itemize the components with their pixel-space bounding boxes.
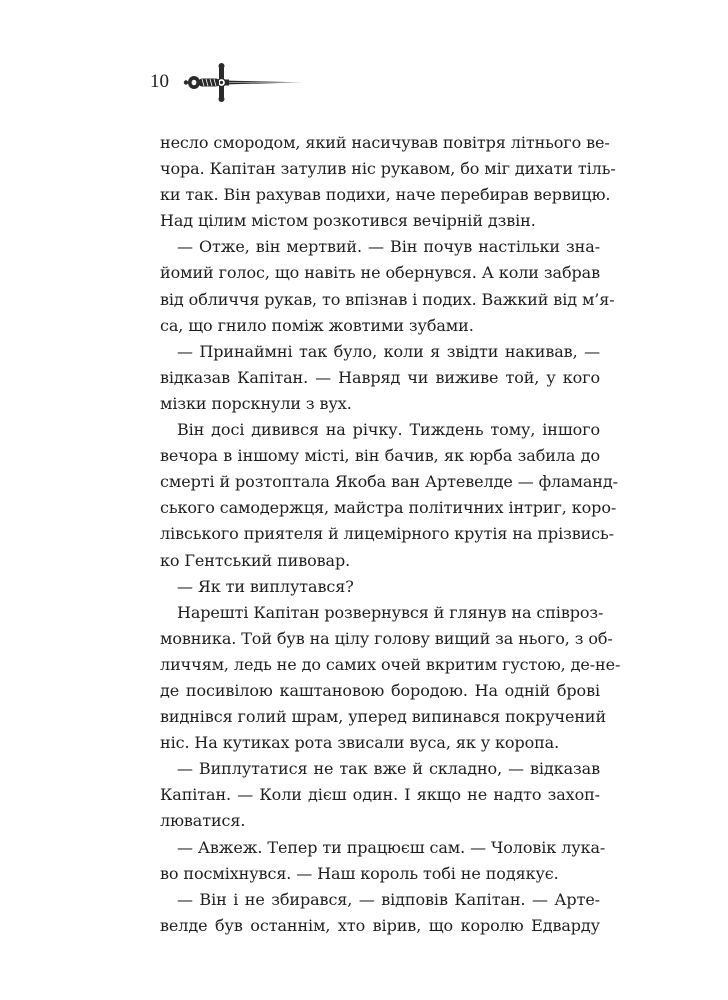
text-line: во посміхнувся. — Наш король тобі не подякує. [160, 863, 559, 883]
text-line: йомий голос, що навіть не обернувся. А коли забрав [160, 263, 600, 283]
text-line: відказав Капітан. — Навряд чи виживе той, у кого [160, 367, 600, 387]
text-line: — Виплутатися не так вже й складно, — відказав [177, 759, 600, 779]
text-line: вечора в іншому місті, він бачив, як юрба забила до [160, 446, 600, 466]
text-line: виднівся голий шрам, уперед випинався покручений [160, 707, 607, 727]
text-line: мовника. Той був на цілу голову вищий за нього, з об- [160, 628, 613, 648]
text-line: мізки порскнули з вух. [160, 393, 352, 413]
text-line: лівського приятеля й лицемірного крутія на прізвись- [160, 524, 614, 544]
text-line: від обличчя рукав, то впізнав і подих. Важкий від м’я- [160, 289, 615, 309]
text-line: — Як ти виплутався? [177, 576, 354, 596]
text-line: ки так. Він рахував подихи, наче перебирав вервицю. [160, 185, 611, 205]
body-text [160, 130, 621, 939]
text-line: — Авжеж. Тепер ти працюєш сам. — Чоловік лука- [177, 837, 606, 857]
text-line: личчям, ледь не до самих очей вкритим густою, де-не- [160, 654, 621, 674]
text-line: Він досі дивився на річку. Тиждень тому, іншого [177, 420, 600, 440]
text-line: велде був останнім, хто вірив, що королю Едварду [160, 915, 600, 935]
text-line: — Він і не збирався, — відповів Капітан. — Арте- [177, 889, 600, 909]
text-line: Над цілим містом розкотився вечірній дзвін. [160, 211, 536, 231]
text-line: — Отже, він мертвий. — Він почув настільки зна- [177, 237, 600, 257]
text-line: несло смородом, який насичував повітря літнього ве- [160, 133, 610, 152]
text-line: Капітан. — Коли дієш один. І якщо не надто захоп- [160, 785, 600, 805]
text-line: смерті й розтоптала Якоба ван Артевелде — фламанд- [160, 472, 618, 492]
text-line: — Принаймні так було, коли я звідти накивав, — [177, 341, 600, 361]
text-line: ського самодержця, майстра політичних інтриг, коро- [160, 498, 617, 518]
sword-icon [180, 62, 306, 104]
text-line: Нарешті Капітан розвернувся й глянув на співроз- [177, 602, 604, 622]
text-line: де посивілою каштановою бородою. На одній брові [160, 680, 600, 700]
text-line: люватися. [160, 811, 246, 831]
text-line: ніс. На кутиках рота звисали вуса, як у коропа. [160, 733, 560, 753]
page-number: 10 [150, 71, 169, 92]
text-line: ко Гентський пивовар. [160, 550, 351, 570]
text-line: са, що гнило поміж жовтими зубами. [160, 315, 474, 335]
text-line: чора. Капітан затулив ніс рукавом, бо міг дихати тіль- [160, 159, 616, 179]
